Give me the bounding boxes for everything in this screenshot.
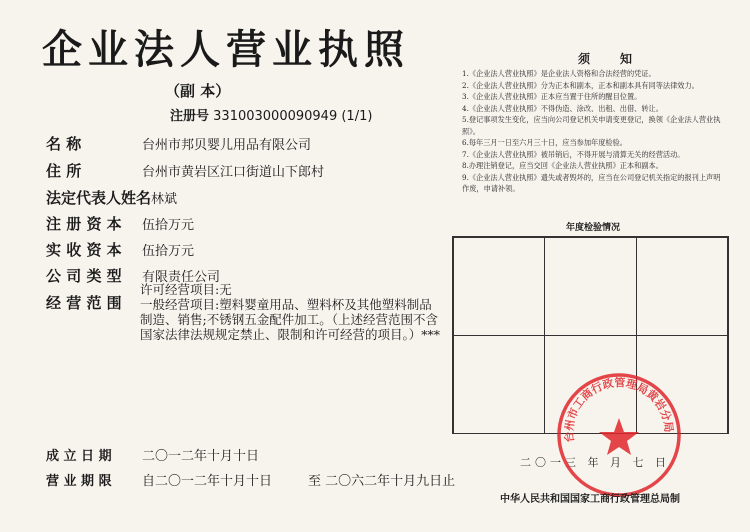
term-from: 自二〇一二年十月十日: [142, 474, 273, 489]
field-label: 公 司 类 型: [46, 267, 122, 285]
term-label: 营 业 期 限: [46, 474, 112, 489]
inspection-cell: [636, 237, 729, 336]
annual-inspection-title: 年度检验情况: [565, 223, 620, 233]
notice-list: [462, 68, 724, 195]
field-value: 伍拾万元: [142, 218, 195, 233]
copy-label: （副 本）: [165, 82, 231, 100]
notice-item: 5.登记事项发生变化，应当向公司登记机关申请变更登记，换领《企业法人营业执照》。: [462, 115, 721, 136]
scope-text: [140, 282, 440, 342]
field-name: [46, 133, 311, 154]
notice-item: 2.《企业法人营业执照》分为正本和副本，正本和副本具有同等法律效力。: [462, 80, 699, 90]
established-label: 成 立 日 期: [46, 449, 112, 464]
certificate-date: 二〇一三 年 月 七 日: [520, 456, 670, 469]
field-label: 注 册 资 本: [46, 215, 122, 233]
inspection-cell: [544, 237, 637, 336]
notice-item: 9.《企业法人营业执照》遗失或者毁坏的，应当在公司登记机关指定的报刊上声明作废，申请补领。: [462, 172, 721, 193]
registration-value: 331003000090949 (1/1): [213, 109, 373, 124]
field-label: 名 称: [46, 135, 82, 153]
notice-item: 3.《企业法人营业执照》正本应当置于住所的醒目位置。: [462, 92, 642, 101]
field-registered-capital: [46, 213, 194, 234]
issuer: 中华人民共和国国家工商行政管理总局制: [500, 494, 680, 505]
seal-text: 台州市工商行政管理局黄岩分局: [562, 376, 676, 444]
notice-item: 4.《企业法人营业执照》不得伪造、涂改、出租、出借、转让。: [462, 103, 663, 113]
field-address: [46, 160, 324, 181]
notice-item: 6.每年三月一日至六月三十日，应当参加年度检验。: [462, 138, 627, 147]
field-legal-representative: [46, 187, 177, 208]
official-seal: [554, 370, 684, 500]
seal-star-icon: [599, 418, 639, 455]
business-term: [46, 470, 455, 489]
term-to: 至 二〇六二年十月九日止: [308, 474, 456, 489]
field-value: 台州市邦贝婴儿用品有限公司: [142, 138, 312, 153]
field-paid-capital: [46, 239, 194, 260]
scope-line: 许可经营项目:无: [140, 282, 232, 297]
established-value: 二〇一二年十月十日: [142, 449, 260, 464]
scope-line: 一般经营项目:塑料婴童用品、塑料杯及其他塑料制品制造、销售;不锈钢五金配件加工。（上述经营范围不含国家法律法规规定禁止、限制和许可经营的项目。）***: [140, 297, 441, 342]
registration-label: 注册号: [170, 109, 210, 124]
field-value: 有限责任公司: [142, 270, 221, 285]
inspection-cell: [453, 335, 546, 434]
notice-item: 7.《企业法人营业执照》被吊销后，不得开展与清算无关的经营活动。: [462, 149, 685, 159]
license-title: 企业法人营业执照: [42, 27, 410, 73]
inspection-cell: [453, 237, 546, 336]
field-label: 法定代表人姓名: [46, 189, 152, 207]
field-label: 实 收 资 本: [46, 241, 122, 259]
field-value: 台州市黄岩区江口街道山下郎村: [142, 165, 325, 180]
established-date: [46, 445, 259, 464]
notice-title: 须知: [577, 52, 662, 66]
registration-number: [170, 105, 372, 124]
field-value: 林斌: [151, 192, 178, 207]
notice-item: 1.《企业法人营业执照》是企业法人资格和合法经营的凭证。: [462, 69, 656, 78]
field-label: 住 所: [46, 162, 82, 180]
field-scope: [46, 292, 142, 313]
field-value: 伍拾万元: [142, 244, 195, 259]
field-label: 经 营 范 围: [46, 294, 122, 312]
notice-item: 8.办理注销登记，应当交回《企业法人营业执照》正本和副本。: [462, 161, 663, 170]
